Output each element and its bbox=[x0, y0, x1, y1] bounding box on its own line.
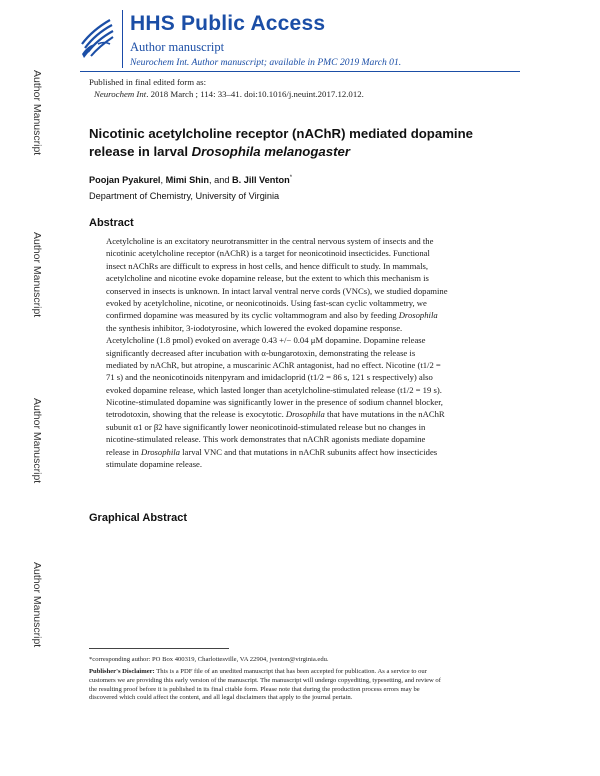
abstract-line: Acetylcholine (1.8 pmol) evoked on average 0.43 +/− 0.04 μM dopamine. Dopamine release bbox=[106, 335, 426, 346]
manuscript-type: Author manuscript bbox=[130, 40, 225, 54]
abstract-line: acetylcholine and nicotine evoke dopamine release, but the extent to which this mechanism is bbox=[106, 273, 429, 284]
header-divider bbox=[122, 10, 123, 68]
abstract-line: subunit α1 or β2 have significantly lower neonicotinoid-stimulated release but no changes in bbox=[106, 421, 426, 432]
disclaimer-line: customers we are providing this early version of the manuscript. The manuscript will undergo copyediting, typesetting, and review of bbox=[89, 676, 441, 684]
hhs-logo-icon bbox=[76, 14, 118, 62]
footnote-rule bbox=[89, 648, 229, 649]
disclaimer-line: discovered which could affect the content, and all legal disclaimers that apply to the journal pertain. bbox=[89, 694, 353, 702]
publication-citation: Neurochem Int. 2018 March ; 114: 33–41. doi:10.1016/j.neuint.2017.12.012. bbox=[94, 89, 364, 99]
abstract-line: nicotine-stimulated release. This work demonstrates that nAChR agonists mediate dopamine bbox=[106, 434, 426, 445]
author-name: B. Jill Venton bbox=[232, 175, 290, 186]
abstract-body bbox=[106, 235, 506, 470]
abstract-line: insect nAChRs are difficult to express in host cells, and hence difficult to study. In mammals, bbox=[106, 260, 429, 271]
disclaimer-line: Publisher's Disclaimer: This is a PDF file of an unedited manuscript that has been accepted for publication. As a service to our bbox=[89, 668, 427, 675]
abstract-heading: Abstract bbox=[89, 217, 134, 229]
author-name: Poojan Pyakurel bbox=[89, 175, 161, 186]
side-label-author-manuscript: Author Manuscript bbox=[31, 398, 43, 484]
abstract-line: Nicotine-stimulated dopamine was significantly lower in the presence of sodium channel blocker, bbox=[106, 397, 443, 408]
abstract-line: confirmed dopamine was measured by its cyclic voltammogram and also by feeding Drosophila bbox=[106, 310, 438, 321]
disclaimer-line: the resulting proof before it is published in its final citable form. Please note that during the production process errors may be bbox=[89, 685, 420, 693]
abstract-line: evoked dopamine release, which lasted longer than acetylcholine-stimulated release (t1/2 = 19 s). bbox=[106, 384, 442, 395]
author-name: Mimi Shin bbox=[165, 175, 209, 186]
side-label-author-manuscript: Author Manuscript bbox=[31, 232, 43, 318]
paper-title: Nicotinic acetylcholine receptor (nAChR) mediated dopamine release in larval Drosophila melanogaster bbox=[89, 126, 473, 159]
graphical-abstract-heading: Graphical Abstract bbox=[89, 512, 188, 524]
published-in-label: Published in final edited form as: bbox=[89, 77, 207, 87]
affiliation: Department of Chemistry, University of Virginia bbox=[89, 191, 280, 201]
side-label-author-manuscript: Author Manuscript bbox=[31, 70, 43, 156]
header-rule bbox=[80, 71, 520, 72]
abstract-line: evoked by acetylcholine, nicotine, or neonicotinoids. Using fast-scan cyclic voltammetry, we bbox=[106, 297, 427, 308]
abstract-line: release in Drosophila larval VNC and that mutations in nAChR subunits affect how insecticides bbox=[106, 446, 438, 457]
abstract-line: stimulate dopamine release. bbox=[106, 459, 203, 470]
abstract-line: 71 s) and the neonicotinoids nitenpyram and imidacloprid (t1/2 = 86 s, 121 s respectively) also bbox=[106, 372, 433, 383]
publisher-disclaimer bbox=[89, 668, 509, 703]
corresponding-author-footnote: *corresponding author: PO Box 400319, Charlottesville, VA 22904, jventon@virginia.edu. bbox=[89, 656, 329, 663]
abstract-line: the synthesis inhibitor, 3-iodotyrosine, which lowered the evoked dopamine response. bbox=[106, 322, 403, 333]
abstract-line: Acetylcholine is an excitatory neurotransmitter in the central nervous system of insects and the bbox=[106, 236, 434, 246]
abstract-line: significantly decreased after incubation with α-bungarotoxin, demonstrating the release is bbox=[106, 347, 416, 358]
abstract-line: conserved in insects is unknown. In intact larval ventral nerve cords (VNCs), we studied dopamine bbox=[106, 285, 448, 296]
author-list: Poojan Pyakurel, Mimi Shin, and B. Jill Venton* bbox=[89, 175, 293, 186]
side-label-author-manuscript: Author Manuscript bbox=[31, 562, 43, 648]
journal-availability: Neurochem Int. Author manuscript; available in PMC 2019 March 01. bbox=[130, 57, 402, 68]
abstract-line: nicotinic acetylcholine receptor (nAChR) is a target for neonicotinoid insecticides. Functional bbox=[106, 248, 430, 259]
hhs-title: HHS Public Access bbox=[130, 12, 326, 35]
abstract-line: tetrodotoxin, showing that the release is exocytotic. Drosophila that have mutations in the nAChR bbox=[106, 409, 445, 420]
abstract-line: mediated by nAChR, but atropine, a muscarinic AChR antagonist, had no effect. Nicotine (t1/2 = bbox=[106, 359, 441, 370]
